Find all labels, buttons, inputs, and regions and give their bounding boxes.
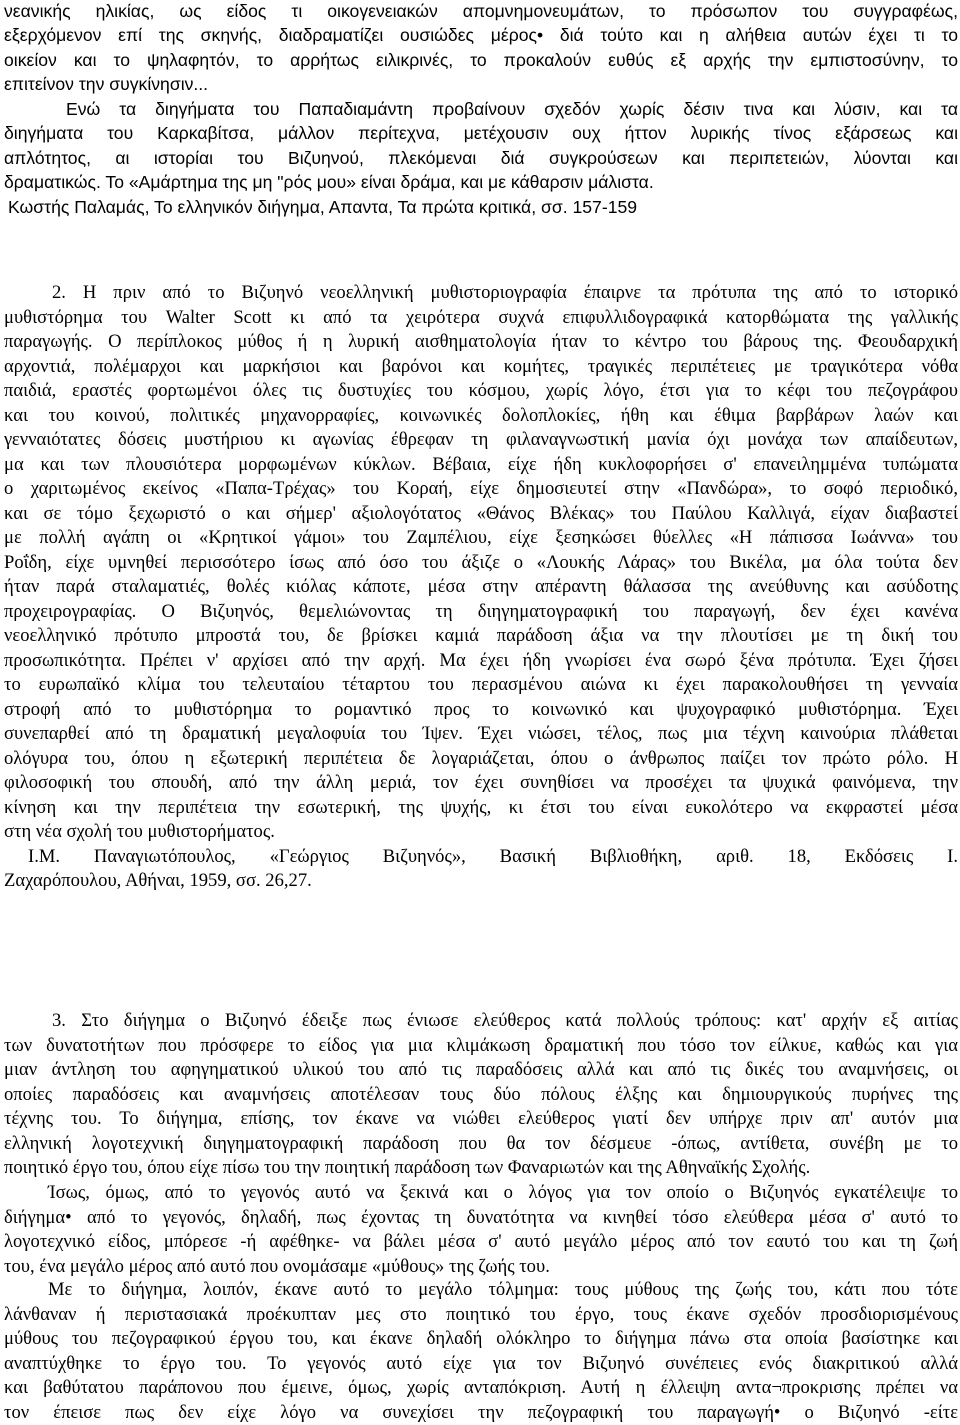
text-line: δραματικώς. Το «Αμάρτημα της μη "ρός μου» είναι δράμα, και με κάθαρσιν μάλιστα. xyxy=(4,170,958,194)
text-line: ήταν παρά σταλαματιές, θολές κιόλας κάποτε, μέσα στην απέραντη θάλασσα της ανεύθυνης και ασύδοτης xyxy=(4,575,958,600)
section1-citation: Κωστής Παλαμάς, Το ελληνικόν διήγημα, Απαντα, Τα πρώτα κριτικά, σσ. 157-159 xyxy=(4,195,958,219)
text-line: προχειρογραφίας. Ο Βιζυηνός, θεμελιώνοντας τη διηγηματογραφική του παραγωγή, δεν έχει κανένα xyxy=(4,600,958,625)
text-line: διήγημα• από το γεγονός, δηλαδή, πως έχοντας τη δυνατότητα να κινηθεί τόσο ελεύθερα μέσα σ' αυτό το xyxy=(4,1206,958,1231)
text-line: οποίες παραδόσεις και αναμνήσεις αποτέλεσαν τους δύο πόλους έλξης και δημιουργικούς πυρήνες της xyxy=(4,1083,958,1108)
text-line: απλότητος, αι ιστορίαι του Βιζυηνού, πλεκόμεναι διά συγκρούσεων και περιπετειών, λύονται και xyxy=(4,146,958,170)
section2-paragraph xyxy=(4,281,958,894)
text-line: ολόγυρα του, όπου η εξωτερική περιπέτεια δε λογαριάζεται, όπου ο άνθρωπος παίζει τον πρώτο ρόλο. Η xyxy=(4,747,958,772)
text-line: Με το διήγημα, λοιπόν, έκανε αυτό το μεγάλο τόλμημα: τους μύθους της ζωής του, κάτι που τότε xyxy=(4,1278,958,1303)
text-line: ποιητικό έργο του, όπου είχε πίσω του την ποιητική παράδοση των Φαναριωτών και της Αθηναϊκής Σχολής. xyxy=(4,1156,958,1181)
text-line: Ίσως, όμως, από το γεγονός αυτό να ξεκινά και ο λόγος για τον οποίο ο Βιζυηνός εγκατέλειψε το xyxy=(4,1181,958,1206)
text-line: αναπτύχθηκε το έργο του. Το γεγονός αυτό είχε για τον Βιζυηνό συνέπειες ενός διακριτικού αλλά xyxy=(4,1352,958,1377)
text-line: μυθιστόρημα του Walter Scott κι από τα χειρότερα συχνά επιφυλλιδογραφικά κατορθώματα της γαλλικής xyxy=(4,306,958,331)
text-line: ο χαριτωμένος εκείνος «Παπα-Τρέχας» του Κοραή, είχε δημοσιευτεί στην «Πανδώρα», το σοφό περιοδικό, xyxy=(4,477,958,502)
text-line: μα και των πλουσιότερα μορφωμένων κύκλων. Βέβαια, είχε ήδη κυκλοφορήσει σ' επανειλημμένα τυπώματα xyxy=(4,453,958,478)
text-line: και βαθύτατου παράπονου που έμεινε, όμως, χωρίς ανταπόκριση. Αυτή η έλλειψη αντα¬προκρισης πρέπει να xyxy=(4,1376,958,1401)
text-line: συνεπαρθεί από τη δραματική μεγαλοφυία του Ίψεν. Έχει νιώσει, τέλος, πως μια τέχνη καινούρια πλάθεται xyxy=(4,722,958,747)
text-line: επιτείνον την συγκίνησιν... xyxy=(4,72,958,96)
section1-intro xyxy=(4,0,958,97)
text-line: ελληνική λογοτεχνική διηγηματογραφική παράδοση που θα τον δέσμευε -όπως, αντίθετα, συνέβη με το xyxy=(4,1132,958,1157)
text-line: παραγωγής. Ο περίπλοκος μύθος ή η λυρική αισθηματολογία ήταν το κέντρο του βάρους της. Φεουδαρχική xyxy=(4,330,958,355)
text-line: με πολλή αγάπη οι «Κρητικοί γάμοι» του Ζαμπέλιου, είχε ξεσηκώσει θύελλες «Η πάπισσα Ιωάννα» του xyxy=(4,526,958,551)
section2-citation: Ζαχαρόπουλου, Αθήναι, 1959, σσ. 26,27. xyxy=(4,869,958,894)
text-line: κίνηση και την περιπέτεια την εσωτερική, της ψυχής, κι έτσι του είναι ευκολότερο να εκφραστεί μέσα xyxy=(4,796,958,821)
text-line: λογοτεχνικό είδος, μπόρεσε -ή αφέθηκε- να βάλει μέσα σ' αυτό μεγάλο μέρος από τον εαυτό του και τη ζωή xyxy=(4,1230,958,1255)
text-line: στη νέα σχολή του μυθιστορήματος. xyxy=(4,820,958,845)
section3-paragraph-2 xyxy=(4,1181,958,1279)
section2-citation: Ι.Μ. Παναγιωτόπουλος, «Γεώργιος Βιζυηνός», Βασική Βιβλιοθήκη, αριθ. 18, Εκδόσεις Ι. xyxy=(4,845,958,870)
text-line: αρχοντιά, πολέμαρχοι και μαρκήσιοι και βαρόνοι και κομήτες, τραγικές περιπέτειες με τραγικότερα νόθα xyxy=(4,355,958,380)
text-line: Ροΐδη, είχε υμνηθεί περισσότερο ίσως από όσο του άξιζε ο «Λουκής Λάρας» του Βικέλα, μα όλα τούτα δεν xyxy=(4,551,958,576)
text-line: στροφή από το μυθιστόρημα το ρομαντικό προς το κοινωνικό και ψυχογραφικό μυθιστόρημα. Έχει xyxy=(4,698,958,723)
text-line: μιαν άντληση του αφηγηματικού υλικού του από τις παραδόσεις αλλά και από τις δικές του αναμνήσεις, οι xyxy=(4,1058,958,1083)
text-line: γενναιότατες δόσεις μυστήριου κι αγωνίας έθρεφαν τη φιλαναγνωστική μανία όχι μονάχα των απαίδευτων, xyxy=(4,428,958,453)
text-line: εξερχόμενον επί της σκηνής, διαδραματίζει ουσιώδες μέρος• διά τούτο και η αλήθεια αυτών έχει τι το xyxy=(4,23,958,47)
text-line: νεοελληνικό πρότυπο μπροστά του, δε βρίσκει καμιά παράδοση άξια να την πλουτίσει με τη δική του xyxy=(4,624,958,649)
text-line: το ευρωπαϊκό κλίμα του τελευταίου τέταρτου του περασμένου αιώνα κι έχει παρακολουθήσει τη γενναία xyxy=(4,673,958,698)
text-line: και σε τόμο ξεχωριστό ο και σήμερ' αξιολογότατος «Θάνος Βλέκας» του Παύλου Καλλιγά, είχαν διαβαστεί xyxy=(4,502,958,527)
text-line: των δυνατοτήτων που πρόσφερε το είδος για μια κλιμάκωση δραματική που τόσο τον είλκυε, καθώς και για xyxy=(4,1034,958,1059)
section1-paragraph xyxy=(4,97,958,219)
text-line: μύθους του πεζογραφικού έργου του, και έκανε δηλαδή ολόκληρο το διήγημα πάνω στα οποία βασίστηκε και xyxy=(4,1327,958,1352)
text-line: οικείον και το ψηλαφητόν, το αρρήτως ειλικρινές, το προκαλούν ευθύς εξ αρχής την εμπιστοσύνην, το xyxy=(4,48,958,72)
text-line: παιδιά, εραστές φορτωμένοι όλες τις δυστυχίες του κόσμου, χωρίς λόγο, έτσι για το κέφι του πεζογράφου xyxy=(4,379,958,404)
text-line: του, ένα μεγάλο μέρος από αυτό που ονομάσαμε «μύθους» της ζωής του. xyxy=(4,1255,958,1280)
text-line: νεανικής ηλικίας, ως είδος τι οικογενειακών απομνημονευμάτων, το πρόσωπον του συγγραφέως, xyxy=(4,0,958,23)
text-line: λάνθαναν ή περιστασιακά προέκυπταν μες στο ποιητικό του έργο, τους έκανε σχεδόν προσδιορισμένους xyxy=(4,1303,958,1328)
section3-paragraph-1 xyxy=(4,1009,958,1181)
text-line: φιλοσοφική του σπουδή, από την άλλη μεριά, τον έχει συνηθίσει να προσέχει τα ψυχικά φαινόμενα, την xyxy=(4,771,958,796)
text-line: Ενώ τα διηγήματα του Παπαδιαμάντη προβαίνουν σχεδόν χωρίς δέσιν τινα και λύσιν, και τα xyxy=(4,97,958,121)
text-line: 2. Η πριν από το Βιζυηνό νεοελληνική μυθιστοριογραφία έπαιρνε τα πρότυπα της από το ιστορικό xyxy=(4,281,958,306)
text-line: και του κοινού, πολιτικές μηχανορραφίες, κοινωνικές δολοπλοκίες, ήθη και έθιμα βαρβάρων λαών και xyxy=(4,404,958,429)
text-line: διηγήματα του Καρκαβίτσα, μάλλον περίτεχνα, μετέχουσιν ουχ ήττον λυρικής τίνος εξάρσεως και xyxy=(4,121,958,145)
section3-paragraph-3 xyxy=(4,1278,958,1425)
text-line: 3. Στο διήγημα ο Βιζυηνό έδειξε πως ένιωσε ελεύθερος κατά πολλούς τρόπους: κατ' αρχήν εξ αιτίας xyxy=(4,1009,958,1034)
text-line: τον έπεισε πως δεν είχε λόγο να συνεχίσει την πεζογραφική του παραγωγή• ο Βιζυηνό -είτε xyxy=(4,1401,958,1425)
text-line: τέχνης του. Το διήγημα, επίσης, τον έκανε να νιώθει ελεύθερος γιατί δεν υπήρχε πριν απ' αυτόν μια xyxy=(4,1107,958,1132)
text-line: προσωπικότητα. Πρέπει ν' αρχίσει από την αρχή. Μα έχει ήδη γνωρίσει ένα σωρό ξένα πρότυπα. Έχει ζήσει xyxy=(4,649,958,674)
